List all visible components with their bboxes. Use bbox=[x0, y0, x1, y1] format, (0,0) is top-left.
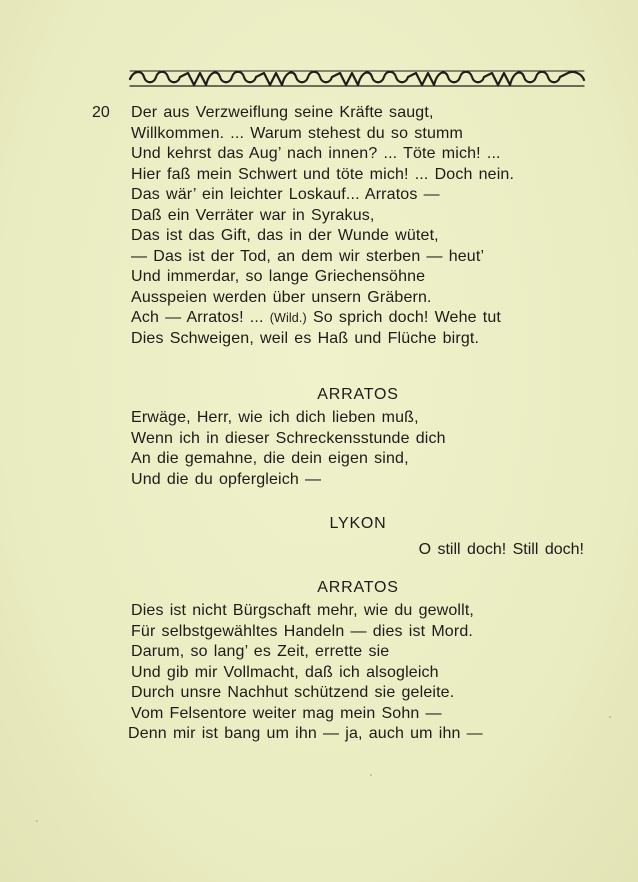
verse-line: Erwäge, Herr, wie ich dich lieben muß, bbox=[131, 409, 419, 426]
decorative-border-ornament bbox=[128, 66, 588, 92]
verse-line: Durch unsre Nachhut schützend sie geleite. bbox=[131, 684, 455, 701]
verse-line bbox=[131, 308, 601, 329]
verse-line: — Das ist der Tod, an dem wir sterben — heut’ bbox=[131, 247, 485, 265]
lykon-line: O still doch! Still doch! bbox=[418, 541, 584, 558]
verse-line: Das ist das Gift, das in der Wunde wütet, bbox=[131, 227, 439, 244]
verse-text: So sprich doch! Wehe tut bbox=[312, 309, 502, 326]
speaker-name-arratos: ARRATOS bbox=[317, 386, 399, 403]
verse-line: An die gemahne, die dein eigen sind, bbox=[131, 450, 409, 467]
speaker-name-lykon: LYKON bbox=[329, 515, 387, 532]
paper-speck bbox=[609, 716, 611, 718]
verse-line: Wenn ich in dieser Schreckensstunde dich bbox=[131, 429, 446, 447]
verse-line: Hier faß mein Schwert und töte mich! ... Doch nein. bbox=[131, 165, 515, 183]
verse-line: Vom Felsentore weiter mag mein Sohn — bbox=[131, 704, 442, 722]
verse-line: Dies Schweigen, weil es Haß und Flüche birgt. bbox=[131, 329, 480, 347]
verse-line: Dies ist nicht Bürgschaft mehr, wie du gewollt, bbox=[131, 602, 475, 619]
speaker-name-arratos: ARRATOS bbox=[317, 579, 399, 596]
verse-line: Und immerdar, so lange Griechensöhne bbox=[131, 268, 426, 285]
verse-line: Das wär’ ein leichter Loskauf... Arratos — bbox=[131, 186, 440, 203]
verse-text: Ach — Arratos! ... bbox=[131, 309, 264, 326]
verse-line: Und gib mir Vollmacht, daß ich alsogleich bbox=[131, 663, 439, 681]
verse-line: Darum, so lang’ es Zeit, errette sie bbox=[131, 643, 390, 660]
lykon-speech bbox=[131, 103, 601, 349]
verse-line: Denn mir ist bang um ihn — ja, auch um ihn — bbox=[128, 725, 483, 742]
verse-line: Für selbstgewähltes Handeln — dies ist Mord. bbox=[131, 622, 473, 640]
stage-direction: (Wild.) bbox=[269, 311, 307, 325]
verse-line: Und kehrst das Aug’ nach innen? ... Töte mich! ... bbox=[131, 145, 501, 162]
paper-speck bbox=[370, 774, 372, 776]
paper-speck bbox=[36, 820, 38, 822]
verse-line: Ausspeien werden über unsern Gräbern. bbox=[131, 288, 432, 306]
arratos-speech bbox=[128, 601, 601, 745]
verse-line: Und die du opfergleich — bbox=[131, 470, 322, 488]
verse-line: Willkommen. ... Warum stehest du so stumm bbox=[131, 124, 463, 142]
verse-line-number: 20 bbox=[92, 104, 110, 121]
verse-line: Daß ein Verräter war in Syrakus, bbox=[131, 206, 375, 224]
verse-line: Der aus Verzweiflung seine Kräfte saugt, bbox=[131, 104, 434, 121]
arratos-speech bbox=[131, 408, 601, 490]
